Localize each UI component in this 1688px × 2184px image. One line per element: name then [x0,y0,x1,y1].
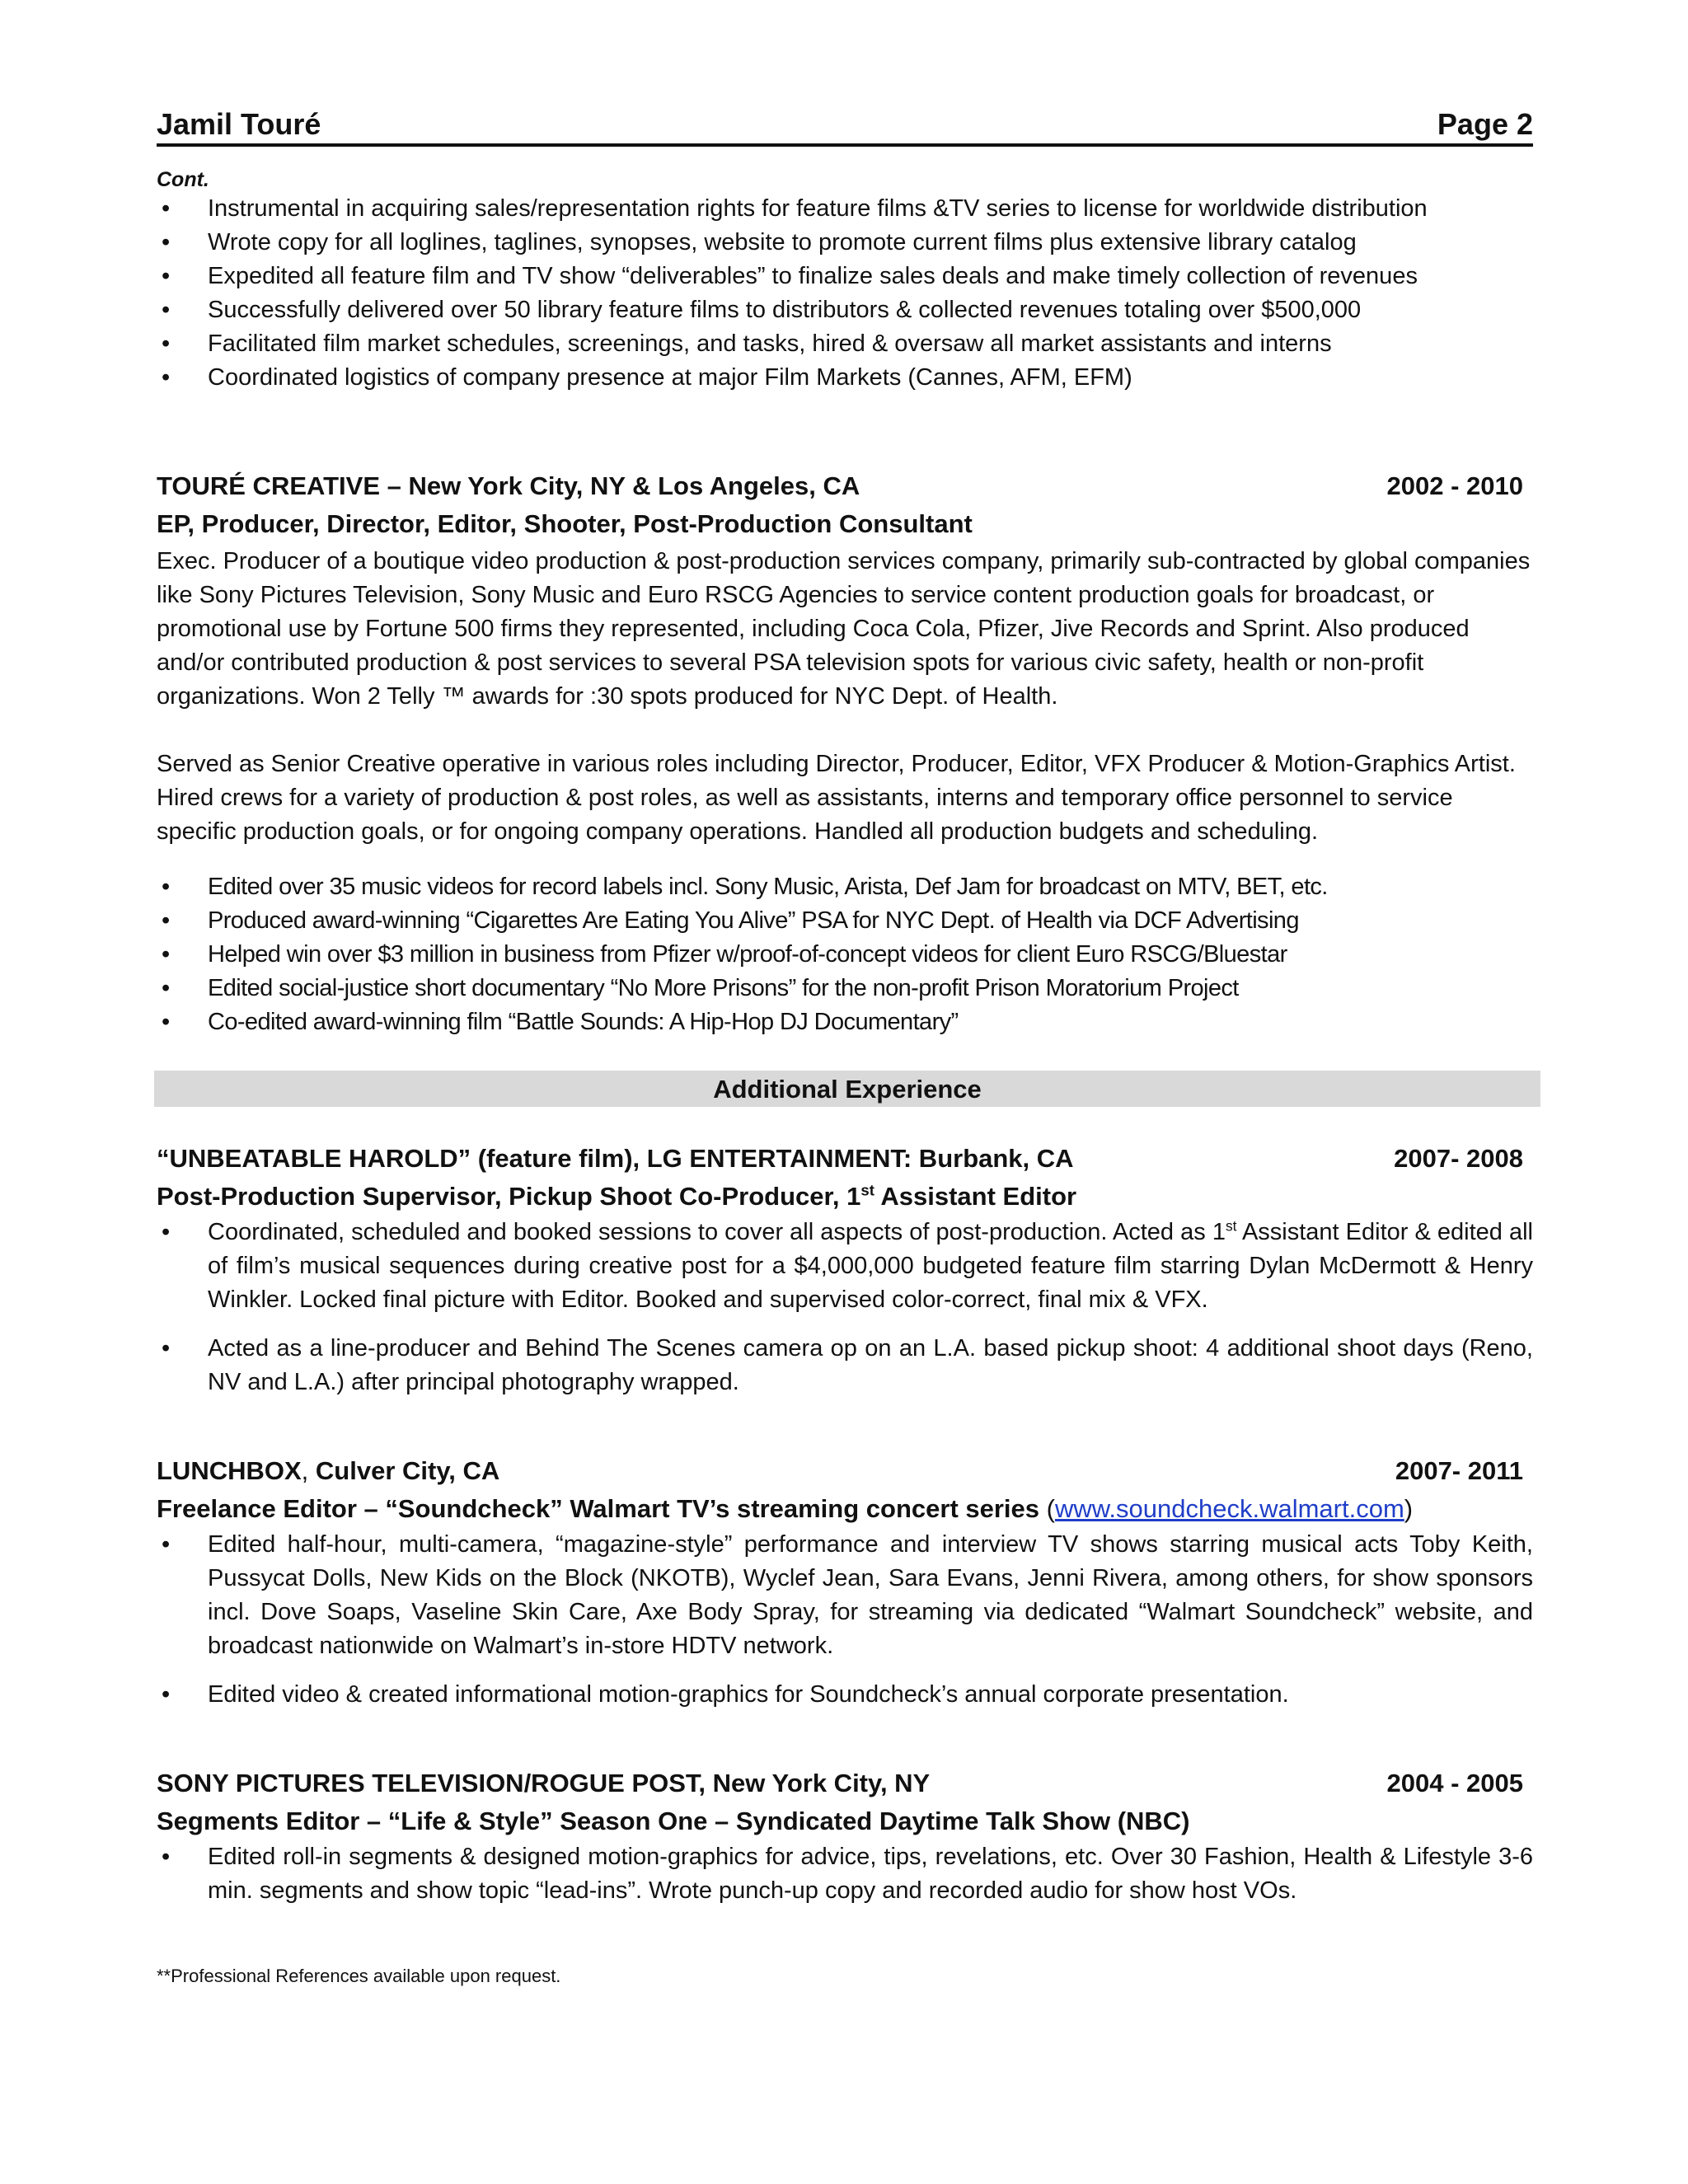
bullet-icon: • [162,263,171,289]
bullet-icon: • [162,364,171,391]
bullet-icon: • [162,1844,171,1870]
list-item: • Edited social-justice short documentary “No More Prisons” for the non-profit Prison Moratorium Project [157,972,1533,1005]
list-item: • Successfully delivered over 50 library feature films to distributors & collected revenues totaling over $500,000 [157,293,1533,327]
job-role: Post-Production Supervisor, Pickup Shoot Co-Producer, 1st Assistant Editor [157,1181,1077,1211]
job-bullet-list [157,1216,1533,1399]
list-item: • Acted as a line-producer and Behind The Scenes camera op on an L.A. based pickup shoot: 4 additional shoot days (Reno, NV and L.A.) after principal photography wrapped. [157,1332,1533,1399]
job-years: 2002 - 2010 [1386,471,1523,500]
job-toure-creative [157,467,1533,1039]
job-role: EP, Producer, Director, Editor, Shooter, Post-Production Consultant [157,509,973,538]
job-company: SONY PICTURES TELEVISION/ROGUE POST, New York City, NY [157,1769,931,1797]
bullet-icon: • [162,941,170,968]
list-item: • Instrumental in acquiring sales/representation rights for feature films &TV series to license for worldwide distribution [157,192,1533,226]
job-bullet-list [157,1528,1533,1712]
bullet-icon: • [162,975,170,1001]
job-years: 2004 - 2005 [1386,1769,1523,1797]
bullet-icon: • [162,1009,170,1035]
references-note: **Professional References available upon request. [157,1966,561,1986]
job-company: TOURÉ CREATIVE – New York City, NY & Los Angeles, CA [157,471,860,500]
bullet-icon: • [162,297,171,323]
bullet-icon: • [162,1219,171,1245]
job-bullet-list [157,1840,1533,1908]
job-lunchbox [157,1452,1533,1712]
bullet-icon: • [162,1335,171,1361]
list-item: • Coordinated, scheduled and booked sessions to cover all aspects of post-production. Acted as 1st Assistant Editor & edited all of film’s musical sequences during creative post for a $4,000,000 budgeted feature film starring Dylan McDermott & Henry Winkler. Locked final picture with Editor. Booked and supervised color-correct, final mix & VFX. [157,1216,1533,1317]
job-years: 2007- 2011 [1395,1456,1523,1485]
soundcheck-link[interactable]: www.soundcheck.walmart.com [1054,1494,1404,1523]
page-header [157,99,1533,147]
list-item: • Edited over 35 music videos for record labels incl. Sony Music, Arista, Def Jam for broadcast on MTV, BET, etc. [157,870,1533,904]
bullet-icon: • [162,330,171,357]
list-item: • Edited video & created informational motion-graphics for Soundcheck’s annual corporate presentation. [157,1678,1533,1712]
bullet-icon: • [162,907,170,934]
bullet-icon: • [162,1681,171,1708]
job-description: Exec. Producer of a boutique video production & post-production services company, primarily sub-contracted by global companies like Sony Pictures Television, Sony Music and Euro RSCG Agencies to service content production goals for broadcast, or promotional use by Fortune 500 firms they represented, including Coca Cola, Pfizer, Jive Records and Sprint. Also produced and/or contributed production & post services to several PSA television spots for various civic safety, health or non-profit organizations. Won 2 Telly ™ awards for :30 spots produced for NYC Dept. of Health. [157,548,1531,710]
job-unbeatable-harold [157,1140,1533,1399]
list-item: • Produced award-winning “Cigarettes Are Eating You Alive” PSA for NYC Dept. of Health via DCF Advertising [157,904,1533,938]
page-number: Page 2 [1437,107,1533,141]
section-heading-additional-experience: Additional Experience [154,1071,1540,1107]
list-item: • Coordinated logistics of company presence at major Film Markets (Cannes, AFM, EFM) [157,361,1533,395]
job-years: 2007- 2008 [1394,1144,1523,1173]
job-sony-pictures [157,1765,1533,1908]
list-item: • Helped win over $3 million in business from Pfizer w/proof-of-concept videos for client Euro RSCG/Bluestar [157,938,1533,972]
bullet-icon: • [162,229,171,255]
bullet-icon: • [162,195,171,222]
continued-label: Cont. [157,168,209,191]
job-role: Segments Editor – “Life & Style” Season One – Syndicated Daytime Talk Show (NBC) [157,1807,1190,1835]
list-item: • Expedited all feature film and TV show “deliverables” to finalize sales deals and make timely collection of revenues [157,260,1533,293]
list-item: • Edited roll-in segments & designed motion-graphics for advice, tips, revelations, etc. Over 30 Fashion, Health & Lifestyle 3-6 min. segments and show topic “lead-ins”. Wrote punch-up copy and recorded audio for show host VOs. [157,1840,1533,1908]
job-role: Freelance Editor – “Soundcheck” Walmart TV’s streaming concert series (www.soundcheck.walmart.com) [157,1494,1414,1523]
list-item: • Edited half-hour, multi-camera, “magazine-style” performance and interview TV shows starring musical acts Toby Keith, Pussycat Dolls, New Kids on the Block (NKOTB), Wyclef Jean, Sara Evans, Jenni Rivera, among others, for show sponsors incl. Dove Soaps, Vaseline Skin Care, Axe Body Spray, for streaming via dedicated “Walmart Soundcheck” website, and broadcast nationwide on Walmart’s in-store HDTV network. [157,1528,1533,1663]
job-heading [157,467,1533,505]
bullet-icon: • [162,874,170,900]
job-company: “UNBEATABLE HAROLD” (feature film), LG ENTERTAINMENT: Burbank, CA [157,1144,1074,1173]
job-company: LUNCHBOX, Culver City, CA [157,1456,500,1485]
list-item: • Facilitated film market schedules, screenings, and tasks, hired & oversaw all market assistants and interns [157,327,1533,361]
job-description: Served as Senior Creative operative in various roles including Director, Producer, Editor, VFX Producer & Motion-Graphics Artist. Hired crews for a variety of production & post roles, as well as assistants, interns and temporary office personnel to service specific production goals, or for ongoing company operations. Handled all production budgets and scheduling. [157,751,1516,845]
list-item: • Wrote copy for all loglines, taglines, synopses, website to promote current films plus extensive library catalog [157,226,1533,260]
job-heading [157,1765,1533,1802]
job-heading [157,1452,1533,1490]
candidate-name: Jamil Touré [157,107,321,141]
job-bullet-list [157,870,1533,1039]
bullet-icon: • [162,1531,171,1558]
list-item: • Co-edited award-winning film “Battle Sounds: A Hip-Hop DJ Documentary” [157,1005,1533,1039]
job-heading [157,1140,1533,1178]
resume-page [157,99,1533,1987]
continued-bullet-list [157,192,1533,395]
